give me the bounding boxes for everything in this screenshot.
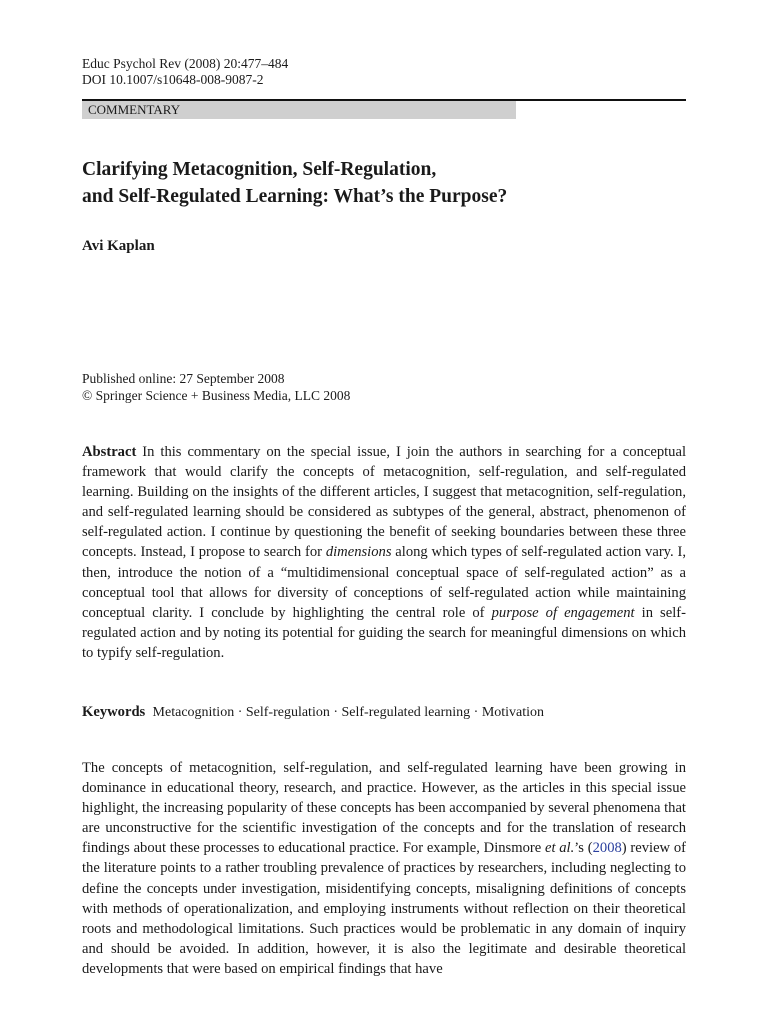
abstract-text-2: along which types of self-regulated action vary. I, then, introduce the notion of a “multidimensional conceptual space of self-regulated action” as a conceptual tool that allows for diversity of conceptions of self-regulated action while maintaining conceptual clarity. I conclude by highlighting the central role of [82, 544, 686, 621]
published-date: Published online: 27 September 2008 [82, 371, 285, 386]
publication-info [82, 371, 350, 404]
title-line-1: Clarifying Metacognition, Self-Regulation, [82, 159, 437, 180]
body-paragraph [82, 758, 686, 979]
keywords-heading: Keywords [82, 704, 146, 720]
abstract-text-1: In this commentary on the special issue, I join the authors in searching for a conceptual framework that would clarify the concepts of metacognition, self-regulation, and self-regulated learning. Building on the insights of the different articles, I suggest that metacognition, self-regulation, and self-regulated learning should be considered as subtypes of the general, abstract, phenomenon of self-regulated action. I continue by questioning the benefit of seeking boundaries between these three concepts. Instead, I propose to search for [82, 444, 686, 561]
citation-link[interactable]: 2008 [592, 840, 622, 857]
abstract-emphasis-2: purpose of engagement [491, 604, 635, 621]
journal-header [82, 56, 288, 88]
keywords [82, 702, 686, 723]
abstract-emphasis-1: dimensions [325, 544, 392, 561]
abstract [82, 442, 686, 663]
doi: DOI 10.1007/s10648-008-9087-2 [82, 72, 264, 87]
title-line-2: and Self-Regulated Learning: What’s the Purpose? [82, 186, 508, 207]
body-text-1: The concepts of metacognition, self-regulation, and self-regulated learning have been growing in dominance in educational theory, research, and practice. However, as the articles in this special issue highlight, the increasing popularity of these concepts has been accompanied by several phenomena that are unconstructive for the scientific investigation of the concepts and for the translation of research findings about these processes to educational practice. For example, Dinsmore [82, 760, 686, 857]
body-emphasis: et al. [544, 840, 575, 857]
author-name: Avi Kaplan [82, 238, 155, 254]
keywords-list: Metacognition · Self-regulation · Self-regulated learning · Motivation [152, 705, 545, 720]
copyright: © Springer Science + Business Media, LLC 2008 [82, 387, 351, 403]
body-text-3: ) review of the literature points to a rather troubling prevalence of practices by researchers, including neglecting to define the concepts under investigation, misidentifying concepts, misaligning definitions of concepts with methods of operationalization, and employing instruments without reflection on their theoretical roots and methodological limitations. Such practices would be problematic in any domain of inquiry and should be avoided. In addition, however, it is also the legitimate and desirable theoretical developments that were based on empirical findings that have [82, 840, 686, 977]
body-text-2: ’s ( [574, 840, 593, 857]
journal-citation: Educ Psychol Rev (2008) 20:477–484 [82, 56, 289, 71]
article-type-bar [82, 101, 516, 119]
article-title [82, 156, 686, 210]
article-type-label: COMMENTARY [88, 102, 181, 117]
abstract-heading: Abstract [82, 444, 137, 460]
abstract-text-3: in self-regulated action and by noting its potential for guiding the search for meaningful dimensions on which to typify self-regulation. [82, 604, 686, 661]
